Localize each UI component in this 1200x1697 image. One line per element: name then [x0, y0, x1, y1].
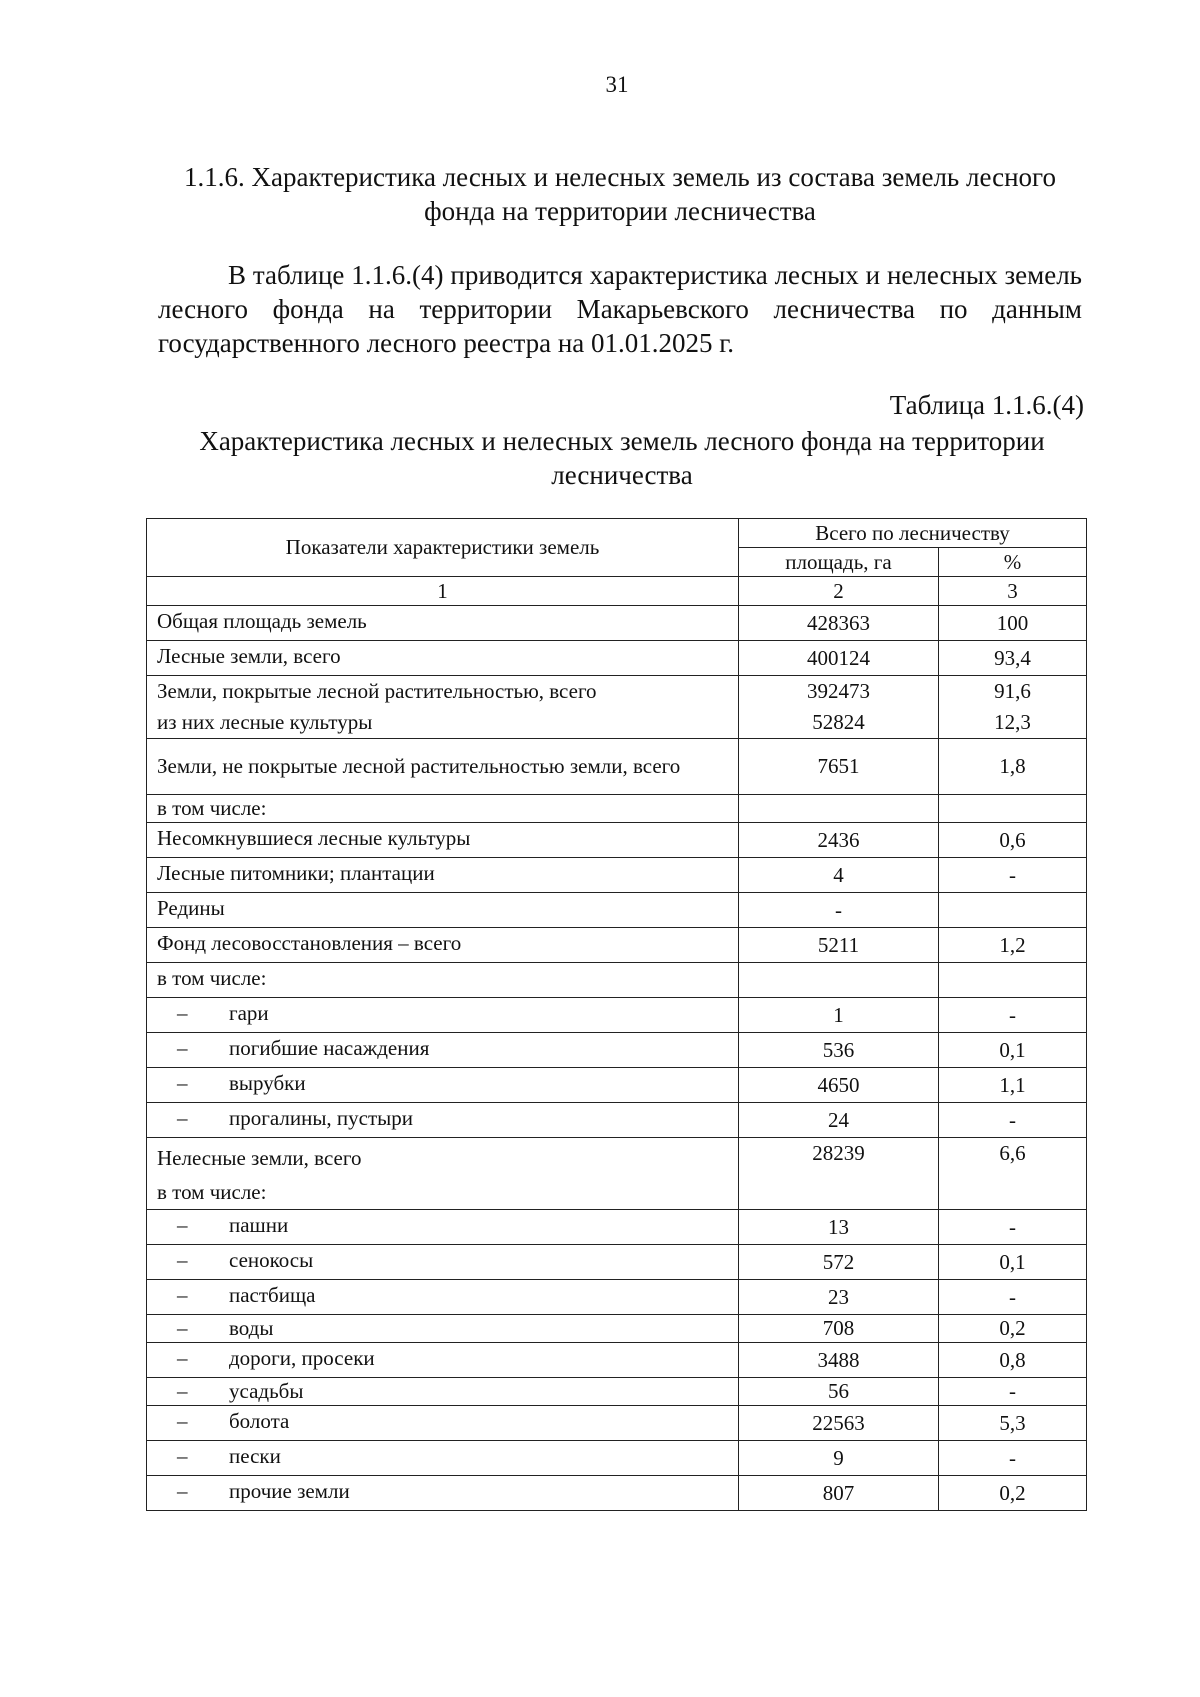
land-characteristics-table — [146, 518, 1087, 1511]
row-area: 807 — [739, 1476, 939, 1511]
row-area: 392473 — [807, 679, 870, 703]
row-label: гари — [229, 1001, 269, 1025]
row-percent-empty — [939, 963, 1087, 998]
list-dash: – — [177, 1071, 188, 1095]
row-label-pair — [147, 676, 739, 739]
row-label: Земли, не покрытые лесной растительностью земли, всего — [147, 739, 739, 795]
row-label: вырубки — [229, 1071, 306, 1095]
row-area: 5211 — [739, 928, 939, 963]
table-row — [147, 1315, 1087, 1343]
row-label: Несомкнувшиеся лесные культуры — [147, 823, 739, 858]
table-row — [147, 676, 1087, 739]
table-row — [147, 1103, 1087, 1138]
row-area-empty — [739, 963, 939, 998]
table-row — [147, 963, 1087, 998]
row-label: погибшие насаждения — [229, 1036, 430, 1060]
table-row — [147, 1441, 1087, 1476]
row-label: сенокосы — [229, 1248, 314, 1272]
row-percent: 1,2 — [939, 928, 1087, 963]
header-percent: % — [939, 548, 1087, 577]
row-area: 2436 — [739, 823, 939, 858]
row-area-empty — [739, 795, 939, 823]
row-percent-empty — [939, 795, 1087, 823]
row-area: 9 — [739, 1441, 939, 1476]
row-percent: 0,2 — [939, 1315, 1087, 1343]
row-area: 536 — [739, 1033, 939, 1068]
table-row — [147, 998, 1087, 1033]
row-percent: - — [939, 1103, 1087, 1138]
table-row — [147, 893, 1087, 928]
row-percent: - — [939, 1378, 1087, 1406]
row-label: Нелесные земли, всего — [157, 1146, 362, 1170]
row-label-cell — [147, 1280, 739, 1315]
row-area: 7651 — [739, 739, 939, 795]
list-dash: – — [177, 1479, 188, 1503]
row-label: Земли, покрытые лесной растительностью, всего — [157, 679, 597, 703]
table-row — [147, 1406, 1087, 1441]
table-row — [147, 1343, 1087, 1378]
table-row — [147, 928, 1087, 963]
row-percent: 6,6 — [939, 1138, 1087, 1210]
column-number: 1 — [147, 577, 739, 606]
row-label: в том числе: — [147, 963, 739, 998]
row-label: пастбища — [229, 1283, 316, 1307]
row-area: 3488 — [739, 1343, 939, 1378]
row-percent: - — [939, 1441, 1087, 1476]
row-percent: 0,8 — [939, 1343, 1087, 1378]
row-area-pair — [739, 676, 939, 739]
row-percent: 0,2 — [939, 1476, 1087, 1511]
table-number: Таблица 1.1.6.(4) — [889, 390, 1084, 420]
row-percent: 0,6 — [939, 823, 1087, 858]
row-label: дороги, просеки — [229, 1346, 375, 1370]
list-dash: – — [177, 1283, 188, 1307]
table-caption: Характеристика лесных и нелесных земель лесного фонда на территории лесничества — [199, 426, 1045, 490]
row-label: Лесные земли, всего — [147, 641, 739, 676]
row-percent — [939, 893, 1087, 928]
table-row — [147, 739, 1087, 795]
row-percent: 1,1 — [939, 1068, 1087, 1103]
row-percent: 0,1 — [939, 1245, 1087, 1280]
row-percent: 91,6 — [994, 679, 1031, 703]
table-row — [147, 1138, 1087, 1210]
row-label: Редины — [147, 893, 739, 928]
row-label: Лесные питомники; плантации — [147, 858, 739, 893]
table-header-row — [147, 519, 1087, 548]
row-label: в том числе: — [147, 795, 739, 823]
row-label-cell — [147, 1245, 739, 1280]
list-dash: – — [177, 1036, 188, 1060]
row-percent: 100 — [939, 606, 1087, 641]
row-area: 708 — [739, 1315, 939, 1343]
table-row — [147, 606, 1087, 641]
row-label-cell — [147, 1441, 739, 1476]
row-label: из них лесные культуры — [157, 710, 373, 734]
row-percent: 5,3 — [939, 1406, 1087, 1441]
table-row — [147, 1033, 1087, 1068]
row-label: болота — [229, 1409, 290, 1433]
table-row — [147, 1068, 1087, 1103]
row-percent: - — [939, 1210, 1087, 1245]
column-number-row — [147, 577, 1087, 606]
row-label: Общая площадь земель — [147, 606, 739, 641]
row-percent: 1,8 — [939, 739, 1087, 795]
row-area: 400124 — [739, 641, 939, 676]
row-area: 56 — [739, 1378, 939, 1406]
table-row — [147, 1378, 1087, 1406]
row-percent: 12,3 — [994, 710, 1031, 734]
row-label: Фонд лесовосстановления – всего — [147, 928, 739, 963]
section-title: 1.1.6. Характеристика лесных и нелесных земель из состава земель лесного фонда на территории лесничества — [184, 162, 1056, 226]
row-area: 23 — [739, 1280, 939, 1315]
table-row — [147, 858, 1087, 893]
row-label-cell — [147, 1378, 739, 1406]
row-label-cell — [147, 1406, 739, 1441]
row-label-cell — [147, 998, 739, 1033]
row-area: 4 — [739, 858, 939, 893]
row-label-cell — [147, 1103, 739, 1138]
row-area: 52824 — [812, 710, 865, 734]
column-number: 3 — [939, 577, 1087, 606]
row-label-cell — [147, 1343, 739, 1378]
table-row — [147, 1280, 1087, 1315]
row-label-cell — [147, 1476, 739, 1511]
row-area: 22563 — [739, 1406, 939, 1441]
header-total-group: Всего по лесничеству — [739, 519, 1087, 548]
list-dash: – — [177, 1346, 188, 1370]
row-label: прочие земли — [229, 1479, 350, 1503]
intro-paragraph: В таблице 1.1.6.(4) приводится характеристика лесных и нелесных земель лесного фонда на территории Макарьевского лесничества по данным государственного лесного реестра на 01.01.2025 г. — [158, 260, 1082, 358]
row-area: - — [739, 893, 939, 928]
list-dash: – — [177, 1213, 188, 1237]
list-dash: – — [177, 1106, 188, 1130]
row-label: воды — [229, 1316, 274, 1340]
list-dash: – — [177, 1316, 188, 1340]
row-label-cell — [147, 1068, 739, 1103]
table-row — [147, 795, 1087, 823]
list-dash: – — [177, 1379, 188, 1403]
list-dash: – — [177, 1409, 188, 1433]
list-dash: – — [177, 1444, 188, 1468]
row-area: 24 — [739, 1103, 939, 1138]
header-indicator: Показатели характеристики земель — [147, 519, 739, 577]
row-label: в том числе: — [157, 1180, 267, 1204]
row-area: 4650 — [739, 1068, 939, 1103]
column-number: 2 — [739, 577, 939, 606]
row-label: пески — [229, 1444, 281, 1468]
table-row — [147, 823, 1087, 858]
row-label: усадьбы — [229, 1379, 304, 1403]
row-label-cell — [147, 1210, 739, 1245]
row-label-pair — [147, 1138, 739, 1210]
row-area: 1 — [739, 998, 939, 1033]
table-row — [147, 1476, 1087, 1511]
row-label-cell — [147, 1315, 739, 1343]
row-percent: - — [939, 1280, 1087, 1315]
row-percent-pair — [939, 676, 1087, 739]
row-percent: 0,1 — [939, 1033, 1087, 1068]
row-percent: - — [939, 998, 1087, 1033]
page-number: 31 — [605, 72, 629, 97]
row-area: 28239 — [739, 1138, 939, 1210]
row-label: пашни — [229, 1213, 289, 1237]
row-label-cell — [147, 1033, 739, 1068]
table-row — [147, 641, 1087, 676]
list-dash: – — [177, 1248, 188, 1272]
table-row — [147, 1245, 1087, 1280]
row-label: прогалины, пустыри — [229, 1106, 414, 1130]
row-area: 428363 — [739, 606, 939, 641]
row-percent: - — [939, 858, 1087, 893]
row-percent: 93,4 — [939, 641, 1087, 676]
row-area: 13 — [739, 1210, 939, 1245]
list-dash: – — [177, 1001, 188, 1025]
header-area: площадь, га — [739, 548, 939, 577]
row-area: 572 — [739, 1245, 939, 1280]
table-row — [147, 1210, 1087, 1245]
